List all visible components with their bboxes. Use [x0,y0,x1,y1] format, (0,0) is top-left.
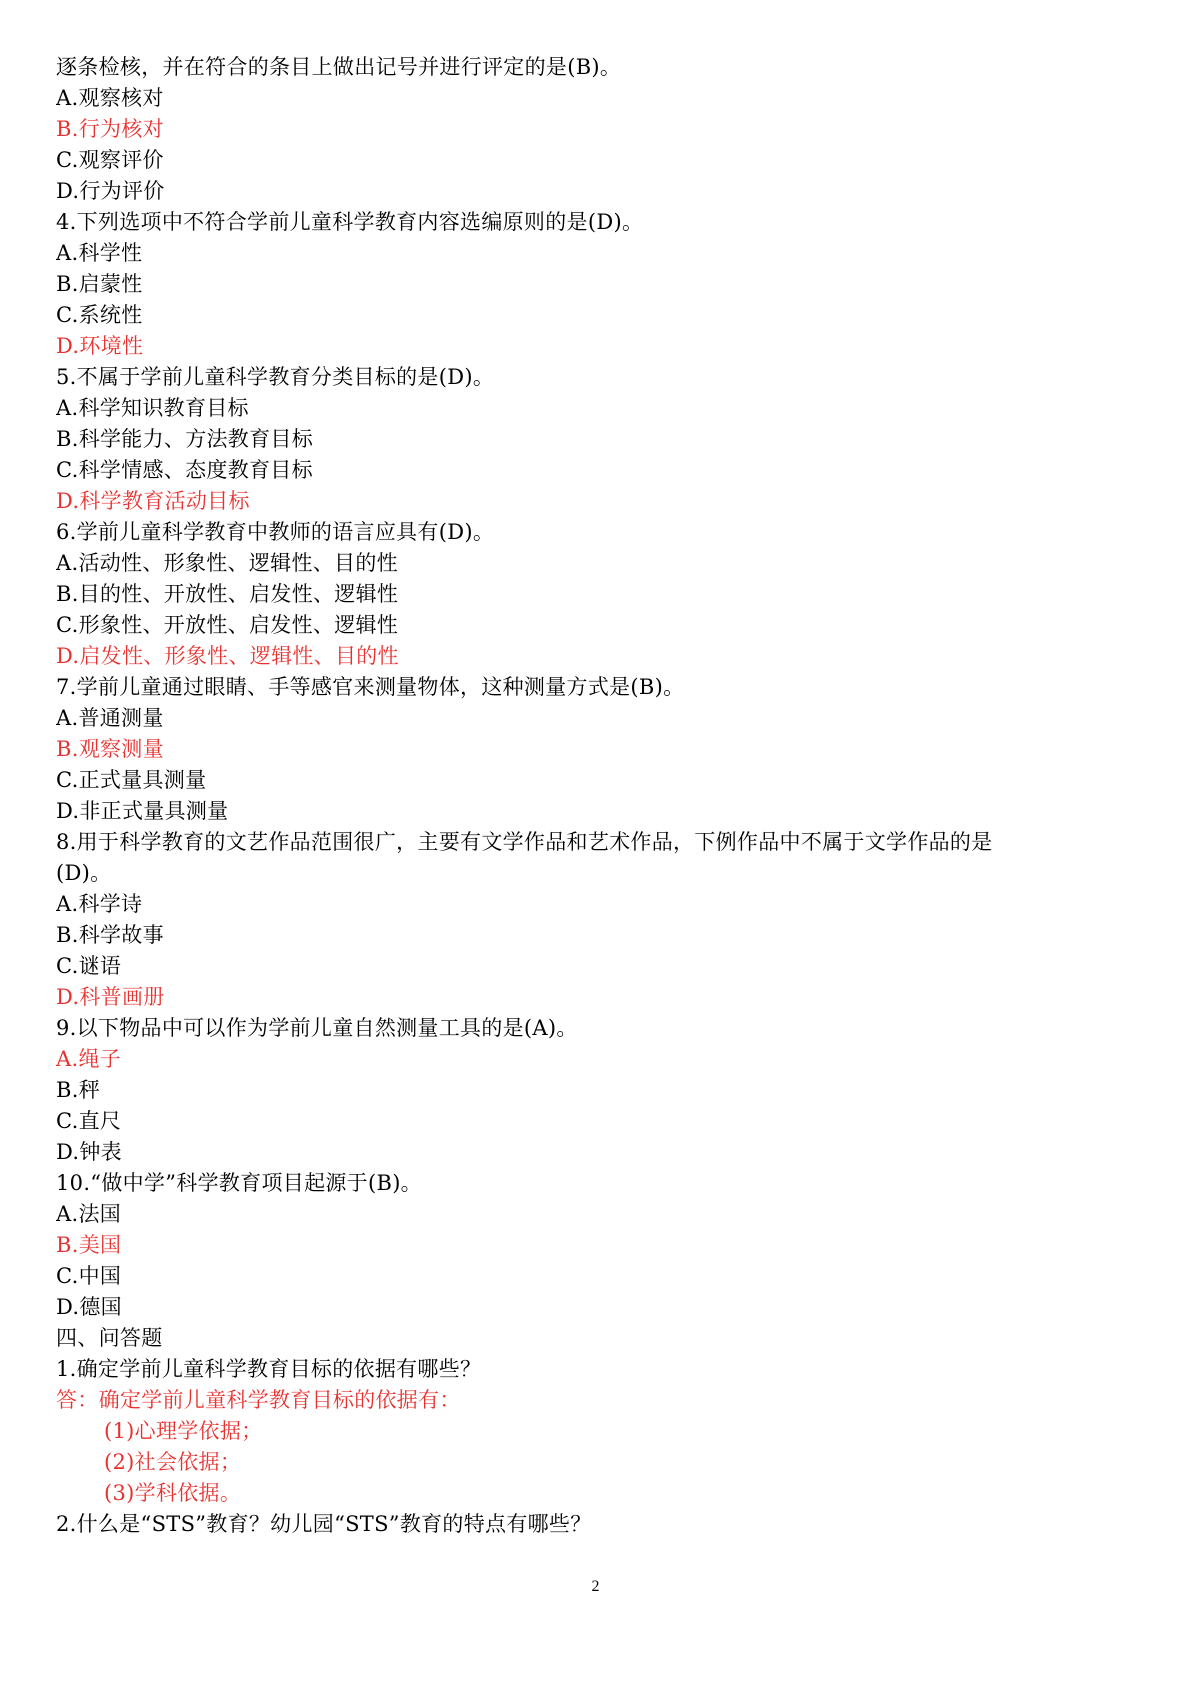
text-line: 10.“做中学”科学教育项目起源于(B)。 [56,1171,422,1195]
text-line: 8.用于科学教育的文艺作品范围很广，主要有文学作品和艺术作品，下例作品中不属于文学作品的是 [56,830,993,854]
answer-line: D.科普画册 [56,985,165,1009]
text-line: C.正式量具测量 [56,768,207,792]
text-line: C.观察评价 [56,148,164,172]
answer-line: B.美国 [56,1233,122,1257]
answer-line: (3)学科依据。 [104,1481,242,1505]
text-line: 6.学前儿童科学教育中教师的语言应具有(D)。 [56,520,495,544]
text-line: C.科学情感、态度教育目标 [56,458,313,482]
document-body [56,52,1146,1540]
text-line: B.目的性、开放性、启发性、逻辑性 [56,582,399,606]
text-line: A.科学诗 [56,892,143,916]
text-line: C.直尺 [56,1109,122,1133]
text-line: A.法国 [56,1202,122,1226]
text-line: A.普通测量 [56,706,164,730]
text-line: A.活动性、形象性、逻辑性、目的性 [56,551,398,575]
text-line: 1.确定学前儿童科学教育目标的依据有哪些？ [56,1357,482,1381]
text-line: B.秤 [56,1078,101,1102]
text-line: D.德国 [56,1295,122,1319]
answer-line: D.科学教育活动目标 [56,489,250,513]
text-line: B.科学能力、方法教育目标 [56,427,314,451]
text-line: 9.以下物品中可以作为学前儿童自然测量工具的是(A)。 [56,1016,578,1040]
text-line: A.科学知识教育目标 [56,396,249,420]
answer-line: D.启发性、形象性、逻辑性、目的性 [56,644,399,668]
text-line: 逐条检核，并在符合的条目上做出记号并进行评定的是(B)。 [56,55,622,79]
text-line: 4.下列选项中不符合学前儿童科学教育内容选编原则的是(D)。 [56,210,644,234]
answer-line: A.绳子 [56,1047,122,1071]
answer-line: B.观察测量 [56,737,164,761]
text-line: C.系统性 [56,303,143,327]
text-line: D.行为评价 [56,179,165,203]
text-line: C.中国 [56,1264,122,1288]
answer-line: (2)社会依据； [104,1450,242,1474]
answer-line: D.环境性 [56,334,144,358]
page-number: 2 [591,1578,600,1595]
text-line: B.科学故事 [56,923,164,947]
text-line: C.谜语 [56,954,122,978]
text-line: 四、问答题 [56,1326,163,1350]
text-line: (D)。 [56,861,112,885]
text-line: 5.不属于学前儿童科学教育分类目标的是(D)。 [56,365,495,389]
text-line: D.钟表 [56,1140,122,1164]
text-line: 2.什么是“STS”教育？幼儿园“STS”教育的特点有哪些？ [56,1512,592,1536]
text-line: A.观察核对 [56,86,164,110]
text-line: C.形象性、开放性、启发性、逻辑性 [56,613,399,637]
text-line: A.科学性 [56,241,143,265]
answer-line: B.行为核对 [56,117,164,141]
text-line: 7.学前儿童通过眼睛、手等感官来测量物体，这种测量方式是(B)。 [56,675,685,699]
text-line: D.非正式量具测量 [56,799,229,823]
text-line: B.启蒙性 [56,272,143,296]
answer-line: (1)心理学依据； [104,1419,263,1443]
answer-line: 答：确定学前儿童科学教育目标的依据有： [56,1388,461,1412]
